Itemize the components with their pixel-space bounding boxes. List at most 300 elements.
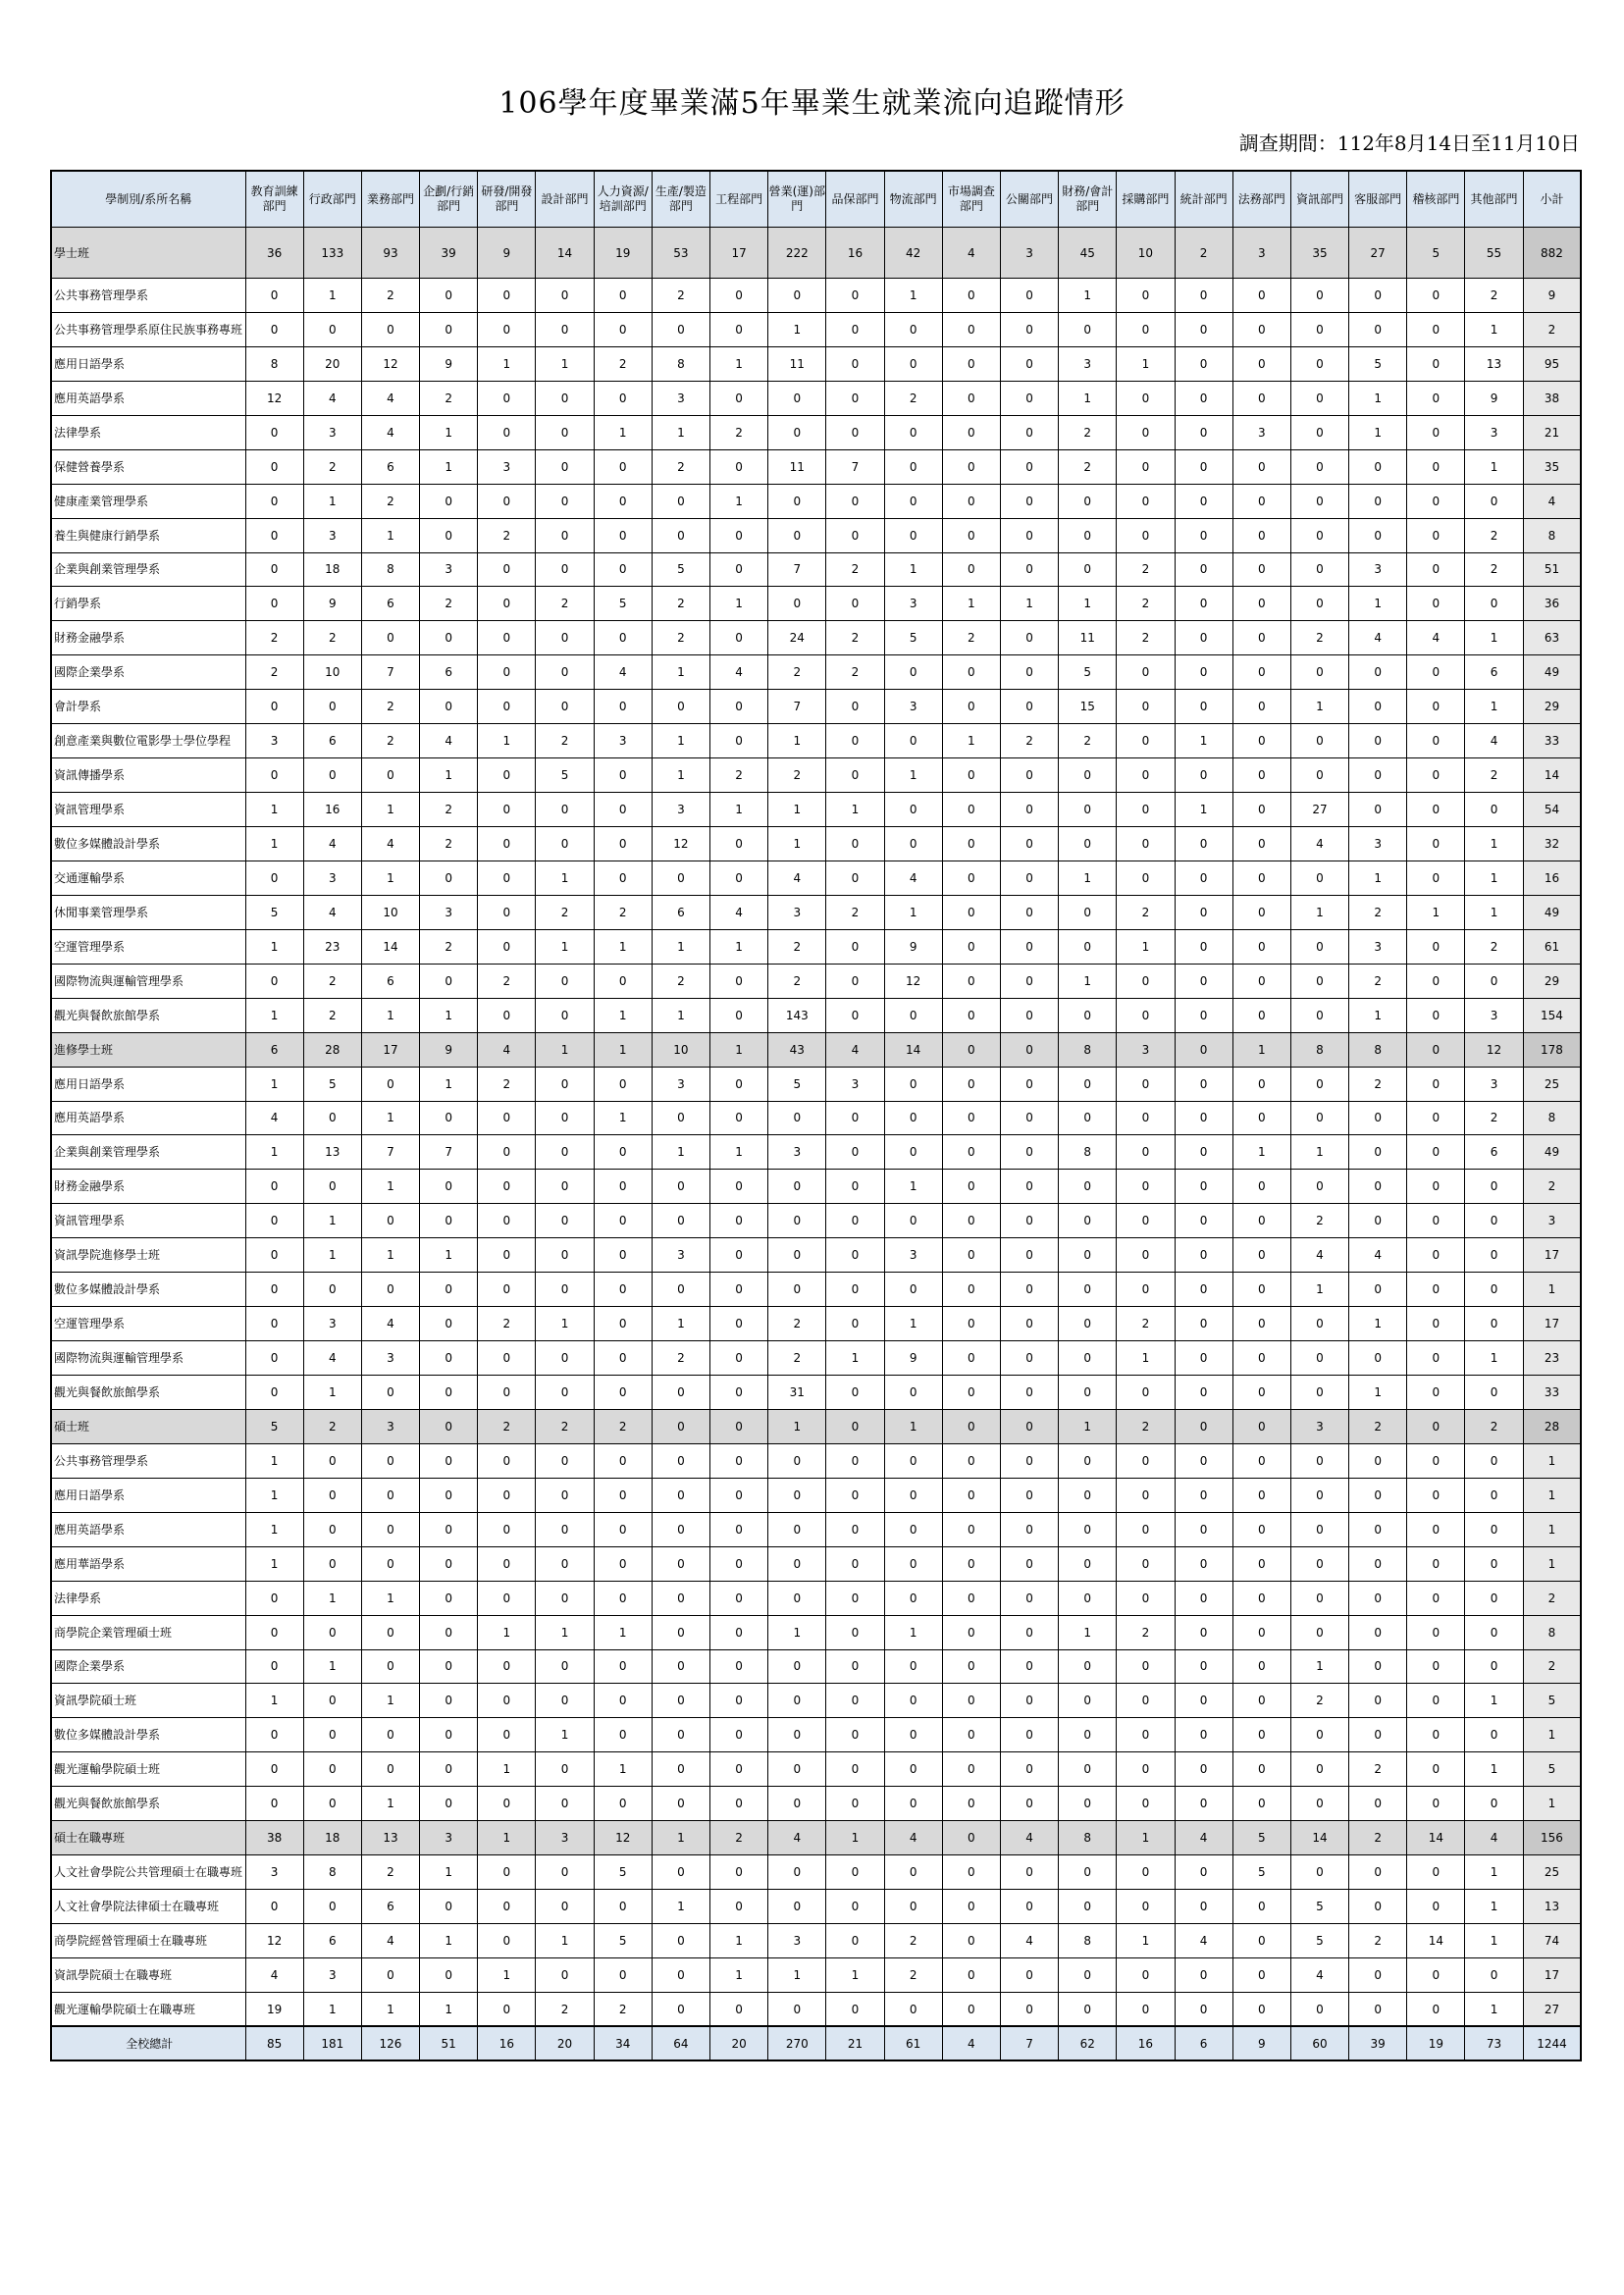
- table-row: [51, 793, 1581, 827]
- cell-value: 1: [884, 1409, 942, 1443]
- cell-value: 3: [1059, 346, 1117, 381]
- cell-value: 0: [1407, 1787, 1465, 1821]
- row-subtotal: 38: [1523, 381, 1581, 415]
- cell-value: 0: [768, 518, 826, 552]
- cell-value: 0: [536, 1684, 594, 1718]
- cell-value: 0: [942, 312, 1000, 346]
- cell-value: 0: [478, 793, 536, 827]
- cell-value: 4: [1407, 621, 1465, 655]
- row-subtotal: 35: [1523, 449, 1581, 484]
- row-name: 進修學士班: [51, 1032, 245, 1067]
- group-row: [51, 1821, 1581, 1855]
- cell-value: 0: [1117, 1890, 1175, 1924]
- cell-value: 0: [1117, 1238, 1175, 1273]
- cell-value: 0: [942, 1992, 1000, 2026]
- cell-value: 2: [1465, 1101, 1523, 1135]
- cell-value: 0: [1349, 279, 1407, 313]
- cell-value: 0: [478, 587, 536, 621]
- cell-value: 0: [1407, 1581, 1465, 1615]
- cell-value: 0: [1465, 1376, 1523, 1410]
- cell-value: 0: [1407, 793, 1465, 827]
- cell-value: 0: [1117, 518, 1175, 552]
- cell-value: 1: [245, 1546, 303, 1581]
- cell-value: 0: [361, 1957, 419, 1992]
- cell-value: 0: [942, 1409, 1000, 1443]
- cell-value: 0: [1232, 1957, 1290, 1992]
- cell-value: 4: [361, 1307, 419, 1341]
- cell-value: 0: [1232, 449, 1290, 484]
- row-subtotal: 4: [1523, 484, 1581, 518]
- cell-value: 0: [245, 279, 303, 313]
- cell-value: 0: [1059, 1855, 1117, 1890]
- cell-value: 0: [710, 1992, 768, 2026]
- cell-value: 0: [361, 1718, 419, 1752]
- cell-value: 0: [710, 1581, 768, 1615]
- cell-value: 0: [826, 1752, 884, 1787]
- cell-value: 4: [942, 2026, 1000, 2060]
- row-name: 行銷學系: [51, 587, 245, 621]
- cell-value: 0: [303, 1890, 361, 1924]
- cell-value: 0: [245, 587, 303, 621]
- cell-value: 9: [884, 1341, 942, 1376]
- row-name: 觀光與餐飲旅館學系: [51, 998, 245, 1032]
- row-subtotal: 49: [1523, 895, 1581, 929]
- cell-value: 11: [1059, 621, 1117, 655]
- row-subtotal: 178: [1523, 1032, 1581, 1067]
- row-subtotal: 17: [1523, 1957, 1581, 1992]
- cell-value: 0: [710, 964, 768, 998]
- cell-value: 15: [1059, 690, 1117, 724]
- cell-value: 0: [942, 552, 1000, 587]
- cell-value: 0: [1000, 484, 1058, 518]
- cell-value: 1: [884, 1615, 942, 1649]
- cell-value: 0: [884, 1067, 942, 1101]
- cell-value: 3: [303, 415, 361, 449]
- cell-value: 1: [594, 1752, 652, 1787]
- cell-value: 2: [1117, 621, 1175, 655]
- cell-value: 0: [768, 1649, 826, 1684]
- cell-value: 3: [1000, 228, 1058, 279]
- cell-value: 0: [942, 518, 1000, 552]
- cell-value: 0: [652, 1957, 709, 1992]
- table-row: [51, 1615, 1581, 1649]
- cell-value: 1: [245, 998, 303, 1032]
- table-row: [51, 1957, 1581, 1992]
- cell-value: 0: [1117, 1443, 1175, 1478]
- cell-value: 0: [768, 415, 826, 449]
- cell-value: 0: [303, 1718, 361, 1752]
- row-name: 法律學系: [51, 415, 245, 449]
- header-col-9: 工程部門: [710, 171, 768, 228]
- cell-value: 0: [710, 724, 768, 758]
- cell-value: 0: [1407, 449, 1465, 484]
- cell-value: 3: [768, 1135, 826, 1170]
- cell-value: 0: [710, 1615, 768, 1649]
- cell-value: 0: [710, 827, 768, 861]
- cell-value: 0: [1290, 518, 1348, 552]
- cell-value: 3: [1232, 415, 1290, 449]
- cell-value: 0: [303, 1170, 361, 1204]
- cell-value: 0: [826, 1376, 884, 1410]
- cell-value: 0: [1290, 1101, 1348, 1135]
- cell-value: 1: [1117, 346, 1175, 381]
- cell-value: 1: [420, 1992, 478, 2026]
- cell-value: 1: [361, 861, 419, 895]
- cell-value: 0: [245, 312, 303, 346]
- row-subtotal: 49: [1523, 1135, 1581, 1170]
- cell-value: 8: [361, 552, 419, 587]
- cell-value: 3: [1349, 552, 1407, 587]
- cell-value: 3: [245, 724, 303, 758]
- cell-value: 1: [361, 1238, 419, 1273]
- cell-value: 0: [1117, 758, 1175, 793]
- cell-value: 0: [1407, 1478, 1465, 1512]
- row-name: 人文社會學院公共管理碩士在職專班: [51, 1855, 245, 1890]
- cell-value: 3: [420, 895, 478, 929]
- cell-value: 0: [1349, 1101, 1407, 1135]
- cell-value: 1: [420, 415, 478, 449]
- cell-value: 0: [1059, 1443, 1117, 1478]
- cell-value: 2: [1290, 621, 1348, 655]
- cell-value: 0: [884, 1890, 942, 1924]
- cell-value: 0: [420, 484, 478, 518]
- cell-value: 2: [420, 793, 478, 827]
- table-row: [51, 484, 1581, 518]
- cell-value: 0: [826, 1409, 884, 1443]
- cell-value: 0: [884, 1787, 942, 1821]
- cell-value: 0: [710, 552, 768, 587]
- cell-value: 0: [1232, 1546, 1290, 1581]
- cell-value: 55: [1465, 228, 1523, 279]
- cell-value: 0: [478, 279, 536, 313]
- row-name: 國際物流與運輸管理學系: [51, 964, 245, 998]
- cell-value: 0: [884, 1752, 942, 1787]
- cell-value: 0: [1349, 1957, 1407, 1992]
- cell-value: 0: [1000, 1376, 1058, 1410]
- cell-value: 0: [1175, 929, 1232, 964]
- cell-value: 0: [1175, 484, 1232, 518]
- cell-value: 0: [826, 1649, 884, 1684]
- header-col-1: 教育訓練部門: [245, 171, 303, 228]
- cell-value: 7: [361, 655, 419, 690]
- cell-value: 12: [245, 1924, 303, 1958]
- cell-value: 0: [1175, 998, 1232, 1032]
- cell-value: 1: [594, 415, 652, 449]
- cell-value: 0: [245, 1752, 303, 1787]
- cell-value: 2: [1059, 724, 1117, 758]
- cell-value: 0: [1407, 655, 1465, 690]
- cell-value: 1: [1349, 998, 1407, 1032]
- row-name: 數位多媒體設計學系: [51, 1718, 245, 1752]
- cell-value: 0: [245, 861, 303, 895]
- cell-value: 0: [536, 415, 594, 449]
- cell-value: 0: [1407, 312, 1465, 346]
- cell-value: 0: [1407, 587, 1465, 621]
- cell-value: 0: [536, 381, 594, 415]
- cell-value: 0: [478, 655, 536, 690]
- cell-value: 0: [245, 1273, 303, 1307]
- cell-value: 0: [942, 895, 1000, 929]
- cell-value: 0: [594, 861, 652, 895]
- cell-value: 0: [478, 895, 536, 929]
- cell-value: 0: [1117, 1067, 1175, 1101]
- cell-value: 0: [420, 279, 478, 313]
- cell-value: 0: [478, 1376, 536, 1410]
- cell-value: 3: [652, 381, 709, 415]
- cell-value: 0: [1349, 1992, 1407, 2026]
- row-name: 公共事務管理學系: [51, 1443, 245, 1478]
- cell-value: 2: [1117, 552, 1175, 587]
- cell-value: 0: [1059, 758, 1117, 793]
- table-row: [51, 449, 1581, 484]
- cell-value: 12: [1465, 1032, 1523, 1067]
- row-name: 休閒事業管理學系: [51, 895, 245, 929]
- cell-value: 0: [1407, 998, 1465, 1032]
- cell-value: 0: [884, 1135, 942, 1170]
- cell-value: 0: [1000, 1170, 1058, 1204]
- cell-value: 0: [1000, 449, 1058, 484]
- cell-value: 0: [826, 1924, 884, 1958]
- cell-value: 0: [652, 1443, 709, 1478]
- cell-value: 0: [1407, 1752, 1465, 1787]
- cell-value: 1: [652, 655, 709, 690]
- cell-value: 3: [1349, 929, 1407, 964]
- cell-value: 3: [303, 1957, 361, 1992]
- cell-value: 1: [245, 793, 303, 827]
- header-col-19: 資訊部門: [1290, 171, 1348, 228]
- cell-value: 1: [1465, 449, 1523, 484]
- cell-value: 0: [1000, 655, 1058, 690]
- cell-value: 0: [884, 1718, 942, 1752]
- cell-value: 0: [594, 279, 652, 313]
- cell-value: 1: [303, 1581, 361, 1615]
- row-name: 碩士班: [51, 1409, 245, 1443]
- cell-value: 0: [478, 415, 536, 449]
- cell-value: 1: [478, 1752, 536, 1787]
- cell-value: 0: [1232, 758, 1290, 793]
- cell-value: 3: [536, 1821, 594, 1855]
- cell-value: 0: [478, 929, 536, 964]
- cell-value: 1: [884, 895, 942, 929]
- cell-value: 0: [710, 1443, 768, 1478]
- cell-value: 0: [710, 1376, 768, 1410]
- cell-value: 2: [420, 381, 478, 415]
- row-subtotal: 61: [1523, 929, 1581, 964]
- cell-value: 1: [1059, 964, 1117, 998]
- cell-value: 1: [303, 1992, 361, 2026]
- cell-value: 3: [652, 1238, 709, 1273]
- cell-value: 0: [884, 449, 942, 484]
- cell-value: 5: [1290, 1924, 1348, 1958]
- cell-value: 0: [652, 1649, 709, 1684]
- cell-value: 2: [536, 895, 594, 929]
- cell-value: 0: [245, 1615, 303, 1649]
- cell-value: 0: [420, 1341, 478, 1376]
- cell-value: 0: [710, 1307, 768, 1341]
- table-row: [51, 758, 1581, 793]
- cell-value: 0: [768, 1718, 826, 1752]
- cell-value: 2: [1349, 1067, 1407, 1101]
- cell-value: 1: [1407, 895, 1465, 929]
- cell-value: 0: [1232, 1787, 1290, 1821]
- cell-value: 0: [1059, 827, 1117, 861]
- cell-value: 0: [884, 998, 942, 1032]
- cell-value: 0: [594, 449, 652, 484]
- cell-value: 0: [594, 758, 652, 793]
- cell-value: 1: [826, 1957, 884, 1992]
- cell-value: 0: [1117, 1170, 1175, 1204]
- cell-value: 1: [1000, 587, 1058, 621]
- cell-value: 2: [768, 1307, 826, 1341]
- cell-value: 0: [1000, 998, 1058, 1032]
- cell-value: 4: [1465, 1821, 1523, 1855]
- cell-value: 93: [361, 228, 419, 279]
- cell-value: 270: [768, 2026, 826, 2060]
- cell-value: 0: [1232, 518, 1290, 552]
- page-title: 106學年度畢業滿5年畢業生就業流向追蹤情形: [498, 86, 1126, 121]
- cell-value: 0: [710, 1204, 768, 1238]
- row-subtotal: 51: [1523, 552, 1581, 587]
- cell-value: 0: [1175, 1684, 1232, 1718]
- cell-value: 0: [1349, 1787, 1407, 1821]
- cell-value: 1: [1290, 1273, 1348, 1307]
- cell-value: 0: [478, 861, 536, 895]
- cell-value: 0: [1349, 1684, 1407, 1718]
- cell-value: 0: [1407, 518, 1465, 552]
- cell-value: 0: [594, 1135, 652, 1170]
- cell-value: 0: [536, 1649, 594, 1684]
- cell-value: 0: [420, 1512, 478, 1546]
- cell-value: 0: [1175, 1170, 1232, 1204]
- cell-value: 3: [768, 895, 826, 929]
- cell-value: 1: [1117, 1821, 1175, 1855]
- cell-value: 1: [768, 793, 826, 827]
- cell-value: 0: [1059, 1101, 1117, 1135]
- cell-value: 0: [245, 449, 303, 484]
- cell-value: 0: [478, 1581, 536, 1615]
- cell-value: 11: [768, 449, 826, 484]
- cell-value: 2: [1349, 895, 1407, 929]
- cell-value: 20: [710, 2026, 768, 2060]
- cell-value: 0: [884, 793, 942, 827]
- row-subtotal: 1: [1523, 1478, 1581, 1512]
- cell-value: 0: [1000, 1890, 1058, 1924]
- cell-value: 0: [478, 621, 536, 655]
- cell-value: 0: [1000, 1409, 1058, 1443]
- cell-value: 1: [1059, 279, 1117, 313]
- cell-value: 0: [1117, 279, 1175, 313]
- cell-value: 0: [1407, 1718, 1465, 1752]
- cell-value: 0: [942, 655, 1000, 690]
- cell-value: 0: [1465, 1957, 1523, 1992]
- cell-value: 1: [1465, 621, 1523, 655]
- cell-value: 2: [245, 621, 303, 655]
- cell-value: 2: [1465, 758, 1523, 793]
- cell-value: 4: [1349, 1238, 1407, 1273]
- cell-value: 1: [1349, 415, 1407, 449]
- cell-value: 21: [826, 2026, 884, 2060]
- cell-value: 3: [768, 1924, 826, 1958]
- cell-value: 13: [1465, 346, 1523, 381]
- cell-value: 0: [1407, 1957, 1465, 1992]
- table-row: [51, 621, 1581, 655]
- cell-value: 0: [1290, 587, 1348, 621]
- cell-value: 0: [1465, 587, 1523, 621]
- cell-value: 4: [884, 1821, 942, 1855]
- cell-value: 0: [478, 312, 536, 346]
- cell-value: 0: [1175, 827, 1232, 861]
- cell-value: 1: [361, 1581, 419, 1615]
- cell-value: 0: [1117, 1512, 1175, 1546]
- cell-value: 1: [1465, 1855, 1523, 1890]
- cell-value: 0: [1117, 793, 1175, 827]
- cell-value: 53: [652, 228, 709, 279]
- cell-value: 0: [1117, 1376, 1175, 1410]
- cell-value: 1: [303, 1204, 361, 1238]
- cell-value: 1: [1465, 1341, 1523, 1376]
- cell-value: 10: [652, 1032, 709, 1067]
- cell-value: 0: [1407, 690, 1465, 724]
- cell-value: 0: [536, 279, 594, 313]
- cell-value: 0: [1000, 827, 1058, 861]
- cell-value: 0: [1232, 1649, 1290, 1684]
- row-subtotal: 33: [1523, 1376, 1581, 1410]
- cell-value: 0: [710, 1890, 768, 1924]
- row-subtotal: 21: [1523, 415, 1581, 449]
- cell-value: 1: [1059, 1409, 1117, 1443]
- cell-value: 0: [1465, 1307, 1523, 1341]
- row-name: 企業與創業管理學系: [51, 552, 245, 587]
- cell-value: 0: [1000, 1443, 1058, 1478]
- cell-value: 0: [652, 1170, 709, 1204]
- cell-value: 0: [245, 690, 303, 724]
- cell-value: 0: [1407, 724, 1465, 758]
- row-name: 法律學系: [51, 1581, 245, 1615]
- cell-value: 73: [1465, 2026, 1523, 2060]
- cell-value: 0: [826, 1855, 884, 1890]
- row-subtotal: 74: [1523, 1924, 1581, 1958]
- cell-value: 0: [1117, 1101, 1175, 1135]
- cell-value: 0: [245, 1649, 303, 1684]
- cell-value: 0: [536, 655, 594, 690]
- cell-value: 0: [594, 827, 652, 861]
- cell-value: 0: [768, 1478, 826, 1512]
- cell-value: 0: [594, 1512, 652, 1546]
- cell-value: 1: [652, 758, 709, 793]
- row-name: 資訊管理學系: [51, 793, 245, 827]
- cell-value: 0: [710, 1273, 768, 1307]
- cell-value: 8: [1059, 1135, 1117, 1170]
- cell-value: 0: [1175, 1204, 1232, 1238]
- cell-value: 0: [594, 484, 652, 518]
- cell-value: 0: [1290, 861, 1348, 895]
- cell-value: 0: [1059, 518, 1117, 552]
- cell-value: 0: [1175, 1787, 1232, 1821]
- cell-value: 0: [710, 381, 768, 415]
- cell-value: 0: [826, 415, 884, 449]
- cell-value: 0: [303, 1512, 361, 1546]
- cell-value: 0: [420, 518, 478, 552]
- table-row: [51, 279, 1581, 313]
- cell-value: 27: [1290, 793, 1348, 827]
- cell-value: 8: [1059, 1924, 1117, 1958]
- cell-value: 3: [1465, 998, 1523, 1032]
- cell-value: 0: [768, 1546, 826, 1581]
- cell-value: 1: [942, 587, 1000, 621]
- cell-value: 0: [536, 484, 594, 518]
- cell-value: 0: [245, 518, 303, 552]
- cell-value: 1: [594, 1032, 652, 1067]
